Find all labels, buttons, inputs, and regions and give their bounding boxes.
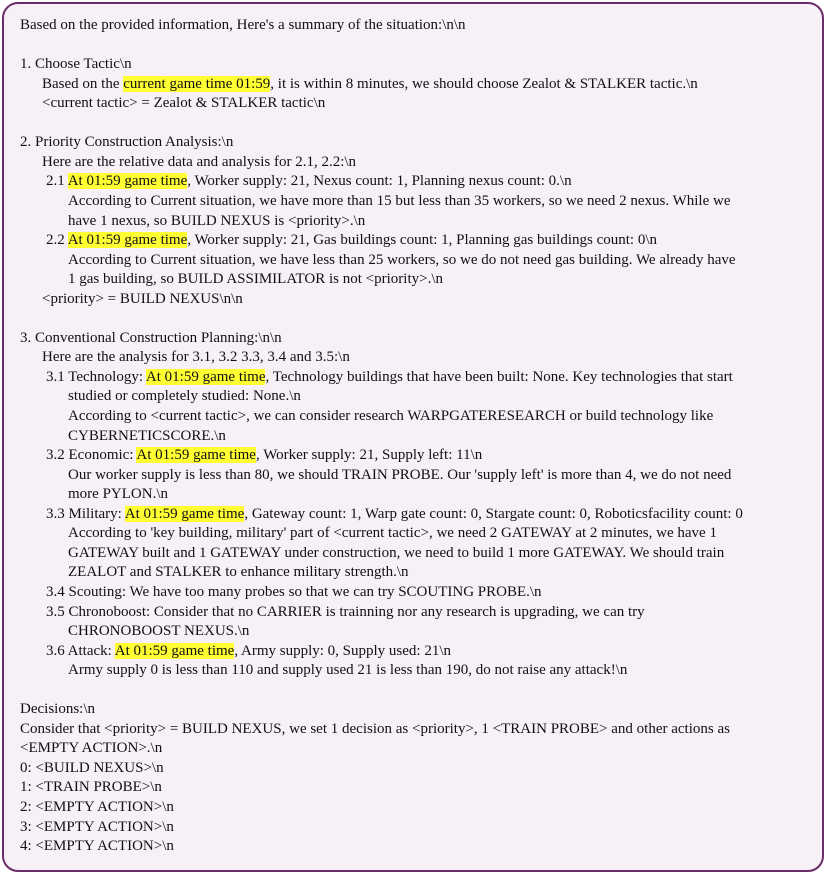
text-span: Consider that <priority> = BUILD NEXUS, we set 1 decision as <priority>, 1 <TRAIN PROBE> and other actions as bbox=[20, 721, 730, 737]
text-span: 2. Priority Construction Analysis:\n bbox=[20, 134, 234, 150]
text-line bbox=[68, 386, 301, 406]
text-line bbox=[68, 406, 713, 426]
text-span: , Worker supply: 21, Gas buildings count: 1, Planning gas buildings count: 0\n bbox=[187, 232, 657, 248]
text-span: 0: <BUILD NEXUS>\n bbox=[20, 760, 164, 776]
text-span: 3.5 Chronoboost: Consider that no CARRIER is trainning nor any research is upgrading, we can try bbox=[46, 604, 645, 620]
text-line bbox=[20, 719, 730, 739]
text-span: 4: <EMPTY ACTION>\n bbox=[20, 838, 174, 854]
text-line bbox=[42, 93, 325, 113]
text-span: 1: <TRAIN PROBE>\n bbox=[20, 779, 162, 795]
text-span: have 1 nexus, so BUILD NEXUS is <priority>.\n bbox=[68, 213, 366, 229]
highlighted-text: At 01:59 game time bbox=[67, 173, 188, 189]
text-span: <current tactic> = Zealot & STALKER tactic\n bbox=[42, 95, 326, 111]
text-line bbox=[46, 582, 542, 602]
text-span: Based on the bbox=[42, 76, 124, 92]
highlighted-text: At 01:59 game time bbox=[124, 506, 245, 522]
text-span: , Army supply: 0, Supply used: 21\n bbox=[234, 643, 451, 659]
text-span: 3.3 Military: bbox=[46, 506, 125, 522]
text-line bbox=[42, 152, 356, 172]
text-span: , Worker supply: 21, Supply left: 11\n bbox=[255, 447, 483, 463]
text-line bbox=[20, 738, 162, 758]
highlighted-text: At 01:59 game time bbox=[114, 643, 235, 659]
text-span: Army supply 0 is less than 110 and supply used 21 is less than 190, do not raise any attack!\n bbox=[68, 662, 628, 678]
text-line bbox=[68, 523, 717, 543]
text-line bbox=[68, 484, 168, 504]
text-line bbox=[46, 367, 733, 387]
text-line bbox=[20, 758, 164, 778]
text-line bbox=[46, 445, 482, 465]
text-span: GATEWAY built and 1 GATEWAY under construction, we need to build 1 more GATEWAY. We should train bbox=[68, 545, 725, 561]
text-span: ZEALOT and STALKER to enhance military strength.\n bbox=[68, 564, 409, 580]
text-line bbox=[46, 641, 451, 661]
text-span: 3. Conventional Construction Planning:\n\n bbox=[20, 330, 282, 346]
text-span: , Technology buildings that have been built: None. Key technologies that start bbox=[265, 369, 733, 385]
text-line bbox=[68, 211, 365, 231]
text-line bbox=[20, 328, 282, 348]
text-span: , Worker supply: 21, Nexus count: 1, Planning nexus count: 0.\n bbox=[187, 173, 572, 189]
text-span: Our worker supply is less than 80, we should TRAIN PROBE. Our 'supply left' is more than 4, we do not need bbox=[68, 467, 732, 483]
text-span: 3.1 Technology: bbox=[46, 369, 146, 385]
highlighted-text: current game time 01:59 bbox=[123, 76, 271, 92]
text-line bbox=[20, 699, 95, 719]
text-span: more PYLON.\n bbox=[68, 486, 168, 502]
text-span: CHRONOBOOST NEXUS.\n bbox=[68, 623, 250, 639]
text-span: 3.4 Scouting: We have too many probes so that we can try SCOUTING PROBE.\n bbox=[46, 584, 542, 600]
text-line bbox=[42, 347, 350, 367]
text-line bbox=[20, 132, 233, 152]
text-line bbox=[20, 836, 174, 856]
text-span: 2.1 bbox=[46, 173, 68, 189]
text-span: <EMPTY ACTION>.\n bbox=[20, 740, 163, 756]
text-span: , Gateway count: 1, Warp gate count: 0, Stargate count: 0, Roboticsfacility count: 0 bbox=[244, 506, 743, 522]
text-span: studied or completely studied: None.\n bbox=[68, 388, 301, 404]
text-line bbox=[20, 15, 466, 35]
text-span: Here are the relative data and analysis for 2.1, 2.2:\n bbox=[42, 154, 357, 170]
text-line bbox=[20, 777, 162, 797]
text-line bbox=[68, 250, 736, 270]
text-span: 3.6 Attack: bbox=[46, 643, 115, 659]
text-span: , it is within 8 minutes, we should choose Zealot & STALKER tactic.\n bbox=[270, 76, 698, 92]
text-line bbox=[68, 465, 731, 485]
text-span: According to Current situation, we have more than 15 but less than 35 workers, so we need 2 nexus. While we bbox=[68, 193, 731, 209]
text-line bbox=[68, 543, 724, 563]
text-line bbox=[20, 797, 174, 817]
text-span: 2: <EMPTY ACTION>\n bbox=[20, 799, 174, 815]
text-line bbox=[42, 289, 243, 309]
text-line bbox=[46, 504, 743, 524]
text-line bbox=[68, 269, 443, 289]
summary-panel bbox=[2, 2, 824, 872]
text-span: Based on the provided information, Here's a summary of the situation:\n\n bbox=[20, 17, 466, 33]
text-span: CYBERNETICSCORE.\n bbox=[68, 428, 226, 444]
text-span: 2.2 bbox=[46, 232, 68, 248]
text-span: Here are the analysis for 3.1, 3.2 3.3, 3.4 and 3.5:\n bbox=[42, 349, 350, 365]
text-span: According to <current tactic>, we can consider research WARPGATERESEARCH or build technology like bbox=[68, 408, 714, 424]
highlighted-text: At 01:59 game time bbox=[145, 369, 266, 385]
text-line bbox=[46, 171, 572, 191]
text-line bbox=[68, 426, 226, 446]
highlighted-text: At 01:59 game time bbox=[136, 447, 256, 463]
text-span: 3: <EMPTY ACTION>\n bbox=[20, 819, 174, 835]
text-span: According to Current situation, we have less than 25 workers, so we do not need gas building. We already have bbox=[68, 252, 736, 268]
text-span: 1 gas building, so BUILD ASSIMILATOR is not <priority>.\n bbox=[68, 271, 443, 287]
text-line bbox=[20, 54, 132, 74]
text-span: 3.2 Economic: bbox=[46, 447, 137, 463]
highlighted-text: At 01:59 game time bbox=[67, 232, 188, 248]
text-line bbox=[20, 817, 174, 837]
text-span: <priority> = BUILD NEXUS\n\n bbox=[42, 291, 243, 307]
text-line bbox=[42, 74, 698, 94]
text-line bbox=[68, 621, 249, 641]
text-line bbox=[46, 602, 645, 622]
text-line bbox=[68, 660, 627, 680]
text-span: Decisions:\n bbox=[20, 701, 95, 717]
text-span: According to 'key building, military' part of <current tactic>, we need 2 GATEWAY at 2 minutes, we have 1 bbox=[68, 525, 717, 541]
text-line bbox=[68, 562, 409, 582]
text-span: 1. Choose Tactic\n bbox=[20, 56, 132, 72]
text-line bbox=[46, 230, 657, 250]
text-line bbox=[68, 191, 730, 211]
